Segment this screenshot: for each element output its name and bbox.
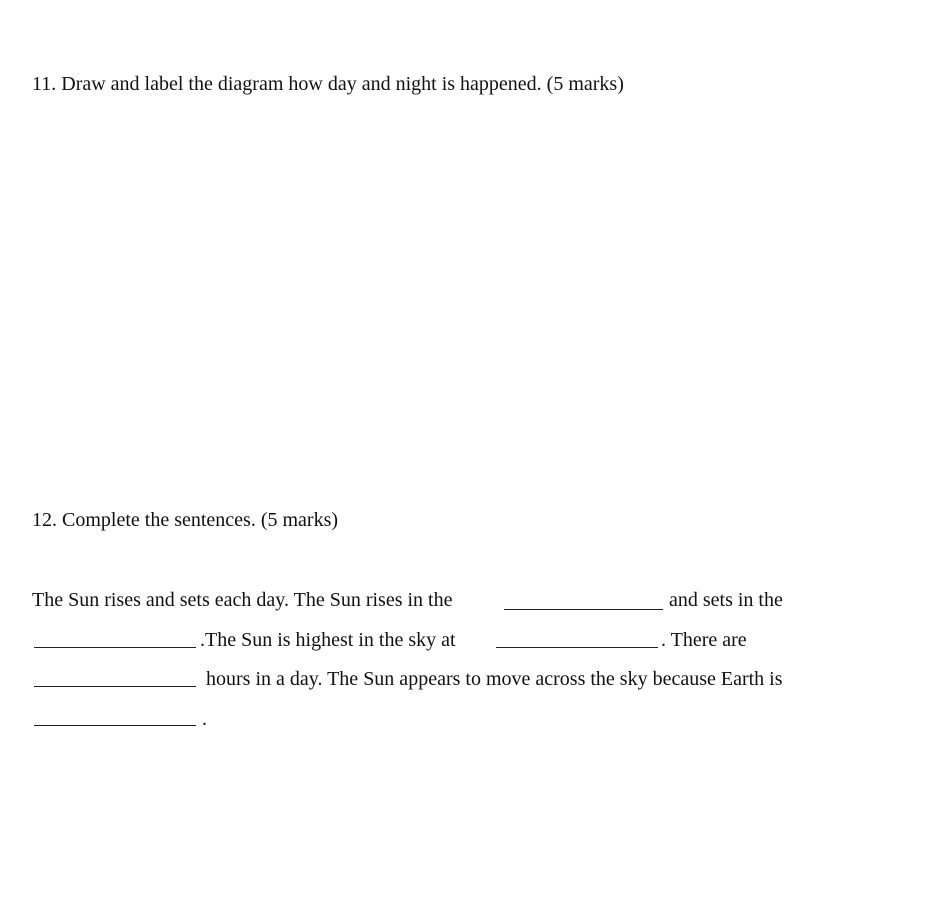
- blank-sun-highest[interactable]: [496, 647, 658, 648]
- sentence-line-2-middle: .The Sun is highest in the sky at: [200, 629, 456, 651]
- sentence-line-1-end: and sets in the: [669, 589, 783, 611]
- blank-hours-in-day[interactable]: [34, 686, 196, 687]
- blank-sun-sets[interactable]: [34, 647, 196, 648]
- sentence-line-2-end: . There are: [661, 629, 747, 651]
- diagram-drawing-area[interactable]: [32, 110, 902, 490]
- question-11-text: 11. Draw and label the diagram how day and night is happened. (5 marks): [32, 73, 624, 95]
- blank-earth-is[interactable]: [34, 725, 196, 726]
- question-12-heading: 12. Complete the sentences. (5 marks): [32, 509, 339, 531]
- sentence-line-3: hours in a day. The Sun appears to move across the sky because Earth is: [206, 668, 783, 690]
- blank-sun-rises[interactable]: [504, 609, 663, 610]
- sentence-line-4-period: .: [202, 708, 207, 730]
- sentence-line-1-start: The Sun rises and sets each day. The Sun rises in the: [32, 589, 453, 611]
